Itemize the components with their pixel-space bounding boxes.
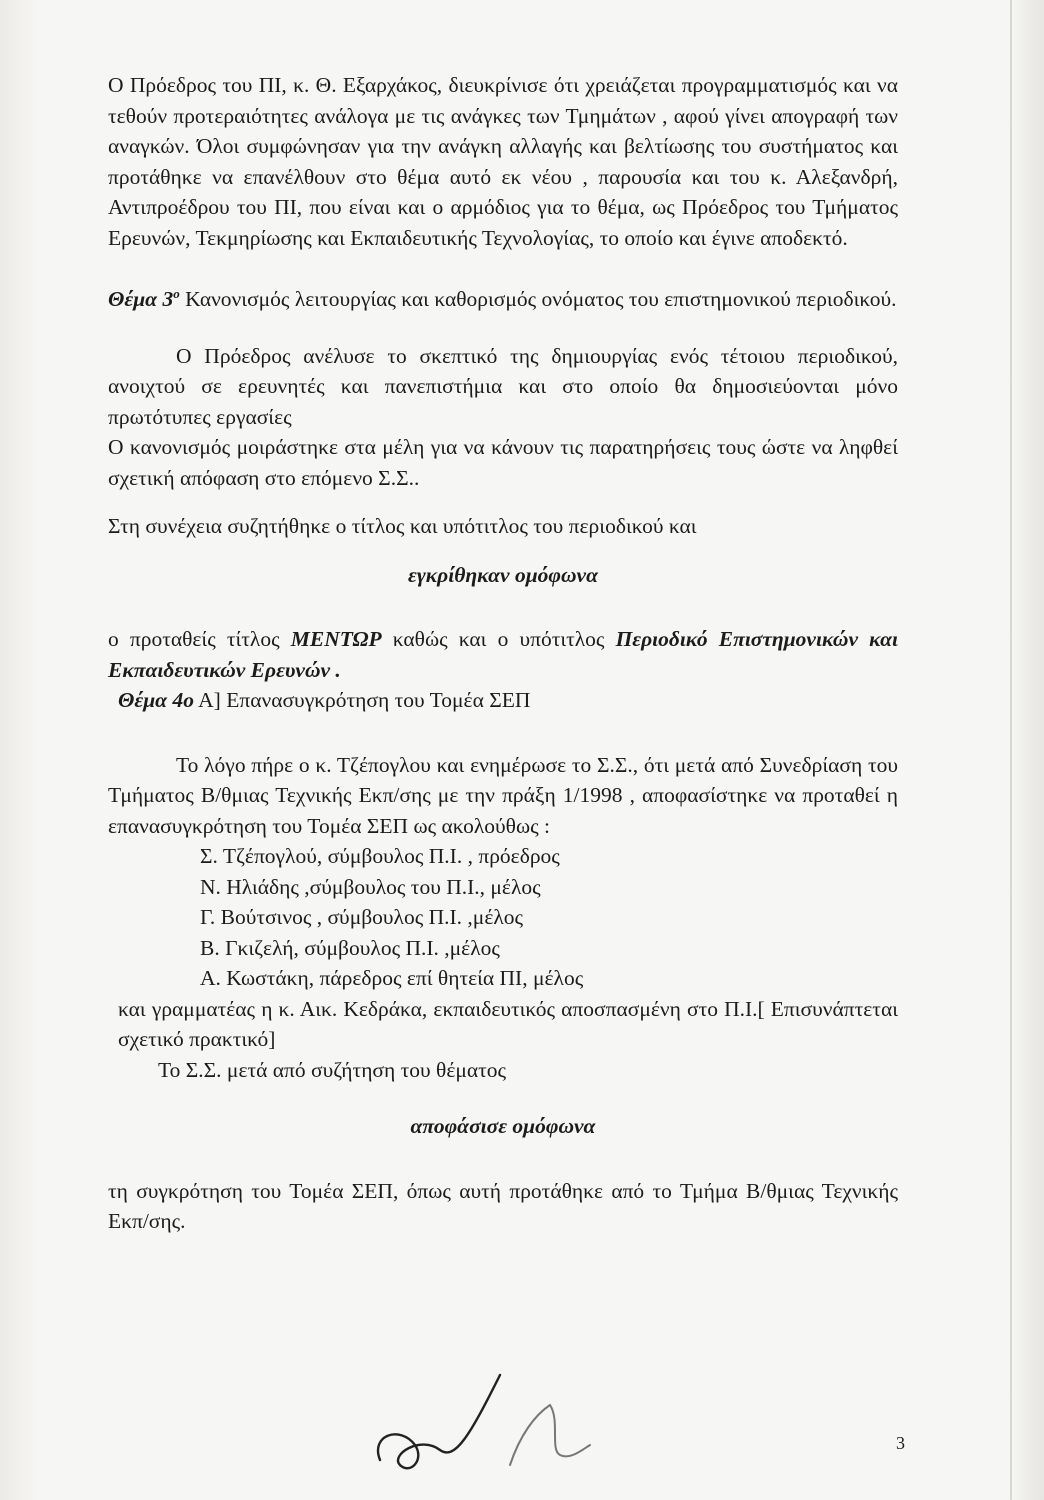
topic-3-text: Κανονισμός λειτουργίας και καθορισμός ονόματος του επιστημονικού περιοδικού.: [179, 287, 897, 312]
list-item: Α. Κωστάκη, πάρεδρος επί θητεία ΠΙ, μέλος: [200, 966, 584, 991]
paragraph-journal-rationale: Ο Πρόεδρος ανέλυσε το σκεπτικό της δημιουργίας ενός τέτοιου περιοδικού, ανοιχτού σε ερευνητές και πανεπιστήμια και στο οποίο θα δημοσιεύονται μόνο πρωτότυπες εργασίες: [108, 343, 898, 429]
page-number: 3: [896, 1433, 905, 1453]
paragraph-title-discussion: Στη συνέχεια συζητήθηκε ο τίτλος και υπότιτλος του περιοδικού και: [108, 514, 697, 539]
committee-member-list: [108, 841, 898, 994]
list-item: Σ. Τζέπογλού, σύμβουλος Π.Ι. , πρόεδρος: [200, 844, 560, 869]
paragraph-secretary: και γραμματέας η κ. Αικ. Κεδράκα, εκπαιδευτικός αποσπασμένη στο Π.Ι.[ Επισυνάπτεται σχετικό πρακτικό]: [118, 996, 898, 1052]
paragraph-final-decision: τη συγκρότηση του Τομέα ΣΕΠ, όπως αυτή προτάθηκε από το Τμήμα Β/θμιας Τεχνικής Εκπ/σης.: [108, 1178, 898, 1234]
minutes-body: [108, 70, 898, 1237]
paragraph-president-clarification: Ο Πρόεδρος του ΠΙ, κ. Θ. Εξαρχάκος, διευκρίνισε ότι χρειάζεται προγραμματισμός και να τεθούν προτεραιότητες ανάλογα με τις ανάγκες των Τμημάτων , αφού γίνει απογραφή των αναγκών. Όλοι συμφώνησαν για την ανάγκη αλλαγής και βελτίωσης του συστήματος και προτάθηκε να επανέλθουν στο θέμα αυτό εκ νέου , παρουσία και του κ. Αλεξανδρή, Αντιπροέδρου του ΠΙ, που είναι και ο αρμόδιος για το θέμα, ως Πρόεδρος του Τμήματος Ερευνών, Τεκμηρίωσης και Εκπαιδευτικής Τεχνολογίας, το οποίο και έγινε αποδεκτό.: [108, 73, 898, 250]
page-edge: [1010, 0, 1012, 1500]
paragraph-regulation-distributed: Ο κανονισμός μοιράστηκε στα μέλη για να κάνουν τις παρατηρήσεις τους ώστε να ληφθεί σχετική απόφαση στο επόμενο Σ.Σ..: [108, 435, 898, 490]
paragraph-title-approved: ο προταθείς τίτλος ΜΕΝΤΩΡ καθώς και ο υπότιτλος Περιοδικό Επιστημονικών και Εκπαιδευτικών Ερευνών .: [108, 627, 898, 682]
topic-3-label: Θέμα $3^o$: [108, 286, 180, 312]
journal-subtitle: Περιοδικό Επιστημονικών και Εκπαιδευτικών Ερευνών .: [108, 627, 898, 682]
list-item: Ν. Ηλιάδης ,σύμβουλος του Π.Ι., μέλος: [200, 874, 541, 899]
decision-approved-unanimously: εγκρίθηκαν ομόφωνα: [408, 562, 598, 587]
paragraph-after-discussion: Το Σ.Σ. μετά από συζήτηση του θέματος: [158, 1057, 507, 1082]
handwritten-signature: [360, 1365, 600, 1485]
decision-decided-unanimously: αποφάσισε ομόφωνα: [410, 1114, 596, 1139]
topic-4-label: Θέμα 4ο: [118, 688, 194, 713]
topic-3-heading: [108, 279, 898, 315]
list-item: Β. Γκιζελή, σύμβουλος Π.Ι. ,μέλος: [200, 935, 500, 960]
journal-title: ΜΕΝΤΩΡ: [290, 627, 382, 652]
list-item: Γ. Βούτσινος , σύμβουλος Π.Ι. ,μέλος: [200, 905, 524, 930]
paragraph-tzepoglou-report: Το λόγο πήρε ο κ. Τζέπογλου και ενημέρωσε το Σ.Σ., ότι μετά από Συνεδρίαση του Τμήματος Β/θμιας Τεχνικής Εκπ/σης με την πράξη 1/1998 , αποφασίστηκε να προταθεί η επανασυγκρότηση του Τομέα ΣΕΠ ως ακολούθως :: [108, 752, 898, 838]
topic-4-text: Α] Επανασυγκρότηση του Τομέα ΣΕΠ: [193, 688, 531, 713]
topic-4-heading: [108, 685, 898, 716]
